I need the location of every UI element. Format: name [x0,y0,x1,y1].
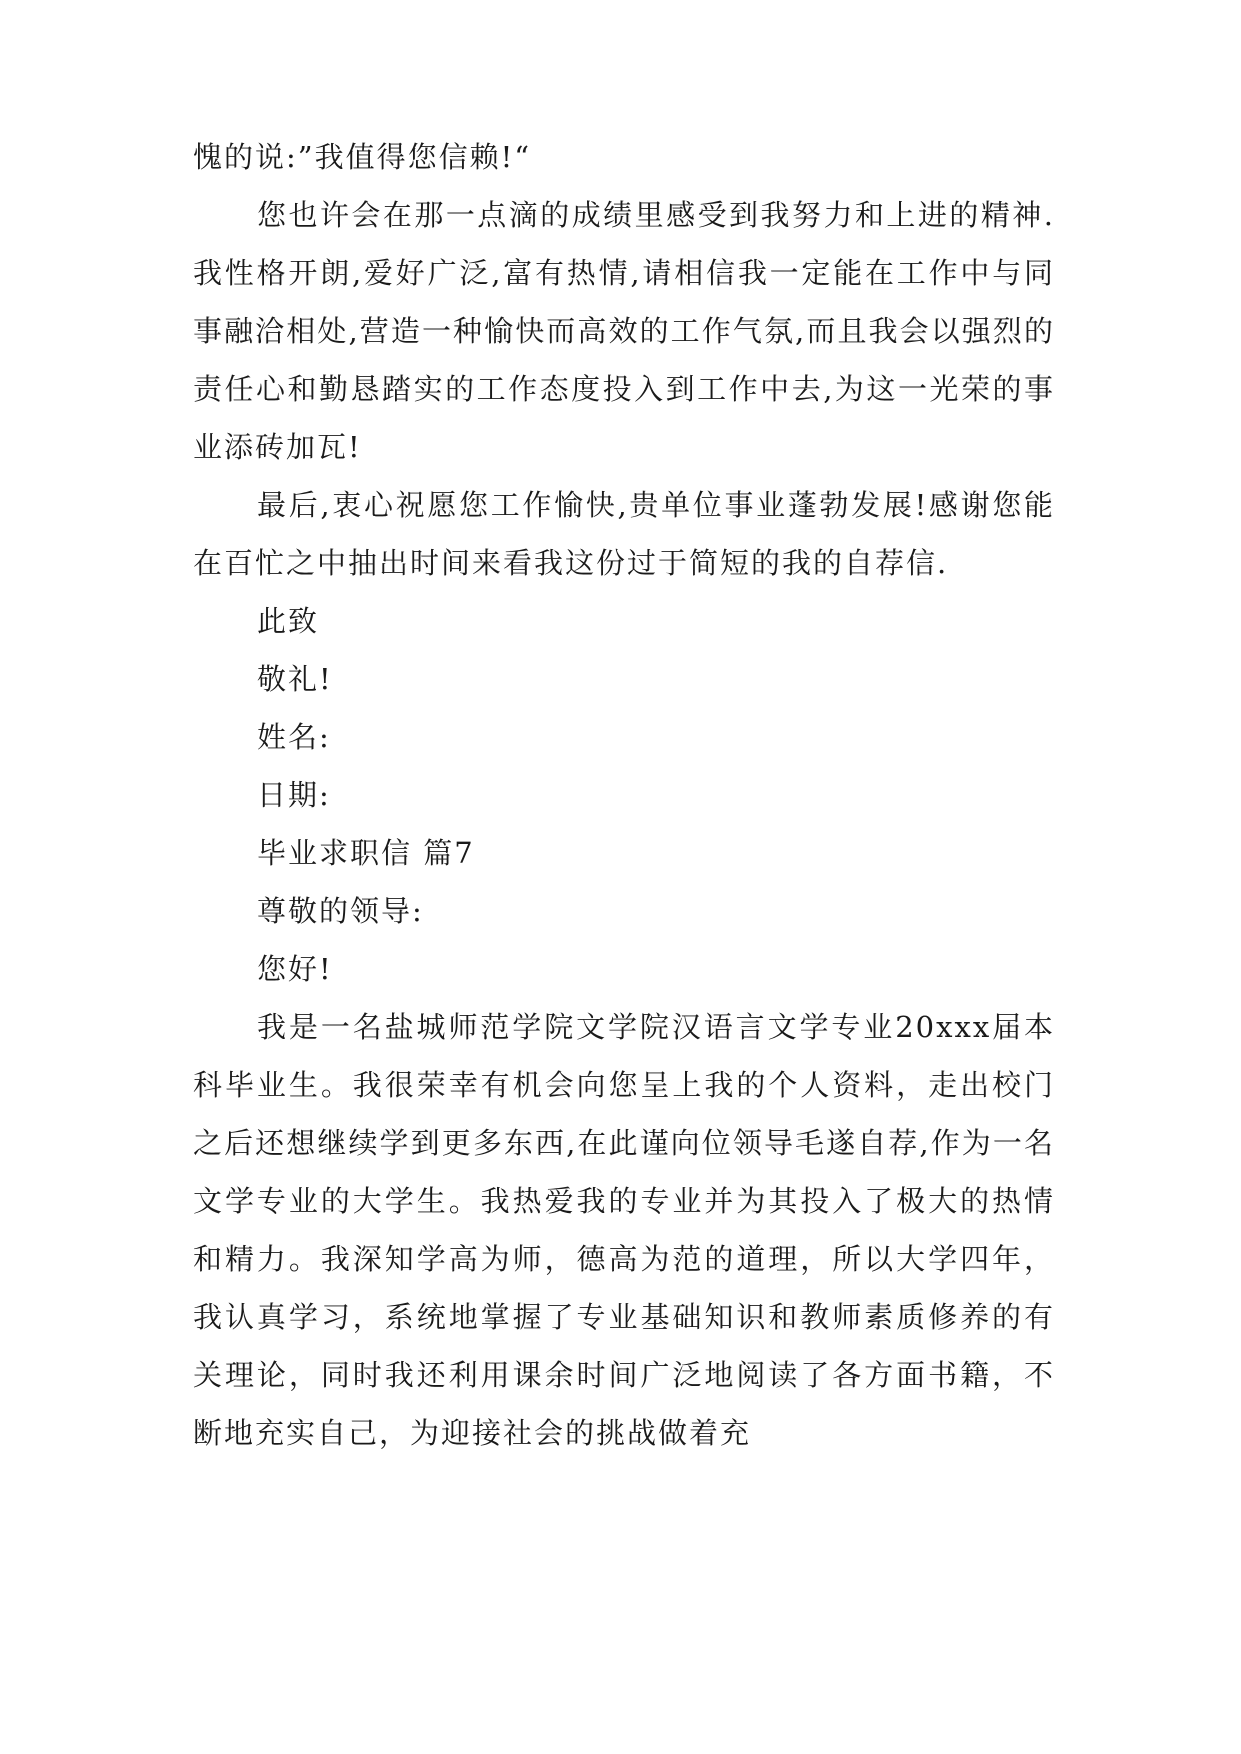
document-body [193,128,1055,1462]
closing-line-1: 此致 [257,604,320,638]
greeting: 您好! [257,952,333,986]
paragraph-closing-wishes: 最后,衷心祝愿您工作愉快,贵单位事业蓬勃发展!感谢您能在百忙之中抽出时间来看我这份过于简短的我的自荐信. [193,488,1055,580]
name-label: 姓名: [257,720,331,754]
closing-line-2: 敬礼! [257,662,333,696]
paragraph-personality: 您也许会在那一点滴的成绩里感受到我努力和上进的精神.我性格开朗,爱好广泛,富有热情,请相信我一定能在工作中与同事融洽相处,营造一种愉快而高效的工作气氛,而且我会以强烈的责任心和勤恳踏实的工作态度投入到工作中去,为这一光荣的事业添砖加瓦! [193,198,1055,464]
date-label: 日期: [257,778,331,812]
paragraph-introduction: 我是一名盐城师范学院文学院汉语言文学专业20xxx届本科毕业生。我很荣幸有机会向您呈上我的个人资料，走出校门之后还想继续学到更多东西,在此谨向位领导毛遂自荐,作为一名文学专业的大学生。我热爱我的专业并为其投入了极大的热情和精力。我深知学高为师，德高为范的道理，所以大学四年，我认真学习，系统地掌握了专业基础知识和教师素质修养的有关理论，同时我还利用课余时间广泛地阅读了各方面书籍，不断地充实自己，为迎接社会的挑战做着充 [193,1010,1055,1450]
salutation: 尊敬的领导: [257,894,424,928]
section-title: 毕业求职信 篇7 [257,836,475,870]
paragraph-continued: 愧的说:”我值得您信赖!“ [193,140,532,174]
